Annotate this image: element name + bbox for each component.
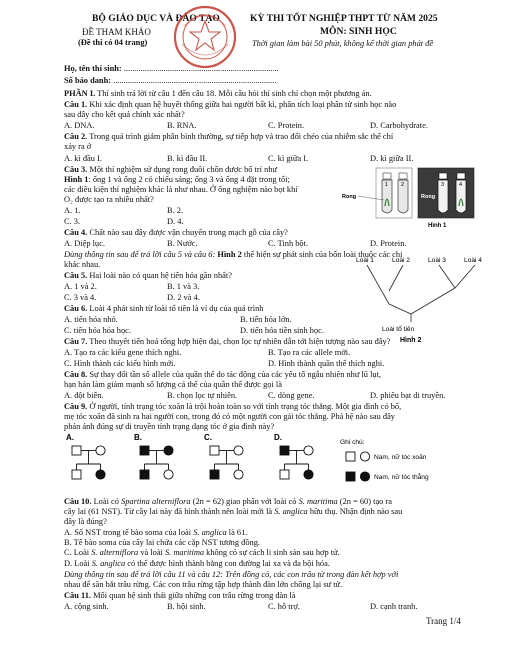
q4-option-c[interactable]: C. Tinh bột.: [268, 239, 309, 248]
q11-num: Câu 11.: [64, 591, 91, 600]
shared-5-6-figref: Hình 2: [217, 250, 242, 259]
q5-option-b[interactable]: B. 1 và 3.: [167, 282, 200, 291]
q6-option-b[interactable]: B. tiến hóa lớn.: [240, 315, 292, 324]
q10-line3: đây là đúng?: [64, 517, 107, 526]
tube-2-label: 2: [401, 182, 405, 188]
official-seal: [172, 4, 238, 70]
name-dots: ..........................................................................: [123, 64, 279, 73]
species-maritima: S. maritima: [298, 497, 338, 506]
q10-c3: và loài: [138, 548, 165, 557]
q6-option-d[interactable]: D. tiến hóa tiền sinh học.: [240, 326, 324, 335]
q8-stem: Sự thay đổi tần số allele của quần thể do tác động của các yếu tố ngẫu nhiên như lũ lụt,: [87, 370, 382, 379]
legend-title: Ghi chú:: [340, 439, 365, 446]
tube-1-label: 1: [385, 182, 389, 188]
q3-num: Câu 3.: [64, 165, 88, 174]
tube-3: [438, 173, 448, 213]
q10-c5: không có sự cách li sinh sản sau hợp tử.: [204, 548, 340, 557]
q10-line2: [64, 507, 402, 517]
q7-option-c[interactable]: C. Hình thành các kiểu hình mới.: [64, 359, 176, 368]
doc-type: ĐỀ THAM KHẢO: [82, 27, 151, 37]
q6-option-c[interactable]: C. tiến hóa hóa học.: [64, 326, 131, 335]
q2-option-a[interactable]: A. kì đầu I.: [64, 154, 102, 163]
pedigree-c[interactable]: [210, 446, 243, 479]
q3-option-b[interactable]: B. 2.: [167, 206, 184, 215]
species-2-label: Loài 2: [392, 257, 410, 264]
q2-stem: Trong quá trình giảm phân bình thường, sự tiếp hợp và trao đổi chéo của nhiễm sắc thể chỉ: [87, 132, 394, 141]
q2-option-c[interactable]: C. kì giữa I.: [268, 154, 309, 163]
q5-num: Câu 5.: [64, 271, 88, 280]
id-dots: ..............................................................................: [113, 76, 277, 85]
q4-num: Câu 4.: [64, 228, 88, 237]
q2-option-b[interactable]: B. kì đầu II.: [167, 154, 208, 163]
q8-option-a[interactable]: A. đột biến.: [64, 391, 104, 400]
figure-2-phylogeny: [354, 254, 504, 344]
q6-text: [64, 304, 263, 314]
q2-text2: xảy ra ở: [64, 142, 92, 151]
pedigree-c-label[interactable]: C.: [204, 433, 212, 442]
legend-row2: Nam, nữ tóc thẳng: [374, 474, 429, 481]
shared-11-12-line1: Dùng thông tin sau để trả lời câu 11 và câu 12: Trên đồng cỏ, các con trâu từ trong đàn kết hợp với: [64, 570, 399, 579]
candidate-name-line: [64, 64, 279, 74]
q10-option-a[interactable]: [64, 528, 247, 538]
phylogeny-branches: [367, 265, 475, 322]
q1-option-b[interactable]: B. RNA.: [167, 121, 197, 130]
pedigree-d-label[interactable]: D.: [274, 433, 282, 442]
part1-instruction: Thí sinh trả lời từ câu 1 đến câu 18. Mỗi câu hỏi thí sinh chỉ chọn một phương án.: [95, 89, 372, 98]
q7-option-d[interactable]: D. Hình thành quần thể thích nghi.: [268, 359, 385, 368]
q8-num: Câu 8.: [64, 370, 88, 379]
q10-a2: S. anglica: [193, 528, 227, 537]
q3-line1: [64, 165, 277, 175]
figure-2-caption: Hình 2: [400, 337, 422, 344]
q7-num: Câu 7.: [64, 337, 88, 346]
figure-1-test-tubes: [340, 166, 490, 228]
tube-4-label: 4: [459, 182, 463, 188]
ancestor-label: Loài tổ tiên: [382, 326, 415, 333]
shared-5-6-line1: [64, 250, 402, 260]
q5-option-d[interactable]: D. 2 và 4.: [167, 293, 200, 302]
q1-option-a[interactable]: A. DNA.: [64, 121, 95, 130]
legend-row1: Nam, nữ tóc xoăn: [374, 454, 427, 461]
species-3-label: Loài 3: [428, 257, 446, 264]
pedigree-a[interactable]: [72, 446, 105, 479]
q9-text2: mẹ tóc xoăn đã sinh ra hai người con, trong đó có một người con gái tóc thẳng. Phả hệ nào sau đây: [64, 412, 395, 421]
q10-l2a: cây lai (61 NST). Từ cây lai này đã hình thành nên loài mới là: [64, 507, 275, 516]
rong-label-right: Rong: [421, 194, 436, 200]
rong-label-left: Rong: [342, 194, 357, 200]
ministry-name: BỘ GIÁO DỤC VÀ ĐÀO TẠO: [92, 13, 220, 24]
q11-stem: Mối quan hệ sinh thái giữa những con trâu rừng trong đàn là: [91, 591, 296, 600]
pages-note: (Đề thi có 04 trang): [78, 38, 148, 47]
q10-option-c[interactable]: [64, 548, 340, 558]
time-note: Thời gian làm bài 50 phút, không kể thời gian phát đề: [252, 39, 434, 48]
species-4-label: Loài 4: [464, 257, 482, 264]
subject: MÔN: SINH HỌC: [320, 26, 397, 37]
q8-option-c[interactable]: C. dòng gene.: [268, 391, 315, 400]
q6-num: Câu 6.: [64, 304, 88, 313]
part1-heading: [64, 89, 372, 99]
q10-t2: (2n = 62) giao phấn với loài cỏ: [190, 497, 299, 506]
q8-option-b[interactable]: B. chọn lọc tự nhiên.: [167, 391, 238, 400]
q3-option-c[interactable]: C. 3.: [64, 217, 81, 226]
q11-option-c[interactable]: C. hỗ trợ.: [268, 602, 300, 611]
species-anglica: S. anglica: [274, 507, 308, 516]
q10-a1: A. Số NST trong tế bào soma của loài: [64, 528, 194, 537]
q11-option-b[interactable]: B. hội sinh.: [167, 602, 206, 611]
exam-title: KỲ THI TỐT NGHIỆP THPT TỪ NĂM 2025: [250, 13, 438, 24]
q11-option-a[interactable]: A. cộng sinh.: [64, 602, 109, 611]
q4-text: [64, 228, 288, 238]
q5-stem: Hai loài nào có quan hệ tiến hóa gần nhất?: [87, 271, 232, 280]
legend-female-curly: [360, 452, 369, 461]
q3-figref: Hình 1: [64, 175, 89, 184]
shared-11-12-line2: nhau để săn bắt trâu rừng. Các con trâu rừng tập hợp thành đàn lớn chống lại sư tử.: [64, 580, 343, 589]
q9-text: [64, 402, 401, 412]
shared-5-6-line2: khác nhau.: [64, 260, 101, 269]
q5-option-c[interactable]: C. 3 và 4.: [64, 293, 97, 302]
q10-c4: S. maritima: [164, 548, 205, 557]
q10-d2: S. anglica: [91, 559, 126, 568]
q10-c1: C. Loài: [64, 548, 92, 557]
pedigree-b-label[interactable]: B.: [134, 433, 142, 442]
name-label: Họ, tên thí sinh:: [64, 64, 124, 73]
q9-num: Câu 9.: [64, 402, 88, 411]
q8-text: [64, 370, 381, 380]
shared-5-6-intro: Dùng thông tin sau để trả lời câu 5 và câu 6:: [64, 250, 218, 259]
pedigree-legend: [338, 436, 478, 496]
tube-1: [382, 173, 392, 213]
q1-num: Câu 1.: [64, 100, 88, 109]
q8-option-d[interactable]: D. phiêu bạt di truyền.: [370, 391, 446, 400]
q2-option-d[interactable]: D. kì giữa II.: [370, 154, 414, 163]
species-1-label: Loài 1: [356, 257, 374, 264]
q10-option-d[interactable]: [64, 559, 330, 569]
q10-c2: S. alterniflora: [91, 548, 139, 557]
q3-line3: các điều kiện thí nghiệm khác là như nhau. Ở ống nghiệm nào bọt khí: [64, 185, 298, 194]
q3-stem2: : ống 1 và ống 2 có chiếu sáng; ống 3 và ống 4 đặt trong tối;: [88, 175, 290, 184]
pedigree-a-label[interactable]: A.: [66, 433, 74, 442]
legend-male-straight: [346, 472, 355, 481]
q8-text2: hạn hán làm giảm mạnh số lượng cá thể của quần thể được gọi là: [64, 380, 282, 389]
q1-text2: sau đây cho kết quả chính xác nhất?: [64, 110, 185, 119]
q6-option-a[interactable]: A. tiến hóa nhỏ.: [64, 315, 118, 324]
page-number: Trang 1/4: [426, 616, 461, 626]
pedigree-b[interactable]: [140, 446, 173, 479]
q1-text: [64, 100, 396, 110]
q6-stem: Loài 4 phát sinh từ loài tổ tiên là ví dụ của quá trình: [87, 304, 264, 313]
q2-num: Câu 2.: [64, 132, 88, 141]
id-label: Số báo danh:: [64, 76, 114, 85]
q10-option-b[interactable]: B. Tế bào soma của cây lai chứa các cặp NST tương đồng.: [64, 538, 260, 547]
q11-text: [64, 591, 296, 601]
q3-stem1: Một thí nghiệm sử dụng rong đuôi chồn được bố trí như: [87, 165, 278, 174]
tube-2: [398, 173, 408, 213]
q3-line4: O₂ được tạo ra nhiều nhất?: [64, 195, 154, 204]
q10-t3: (2n = 60) tạo ra: [337, 497, 392, 506]
part1-title: PHẦN I.: [64, 89, 96, 98]
legend-female-straight: [360, 472, 369, 481]
q7-option-a[interactable]: A. Tạo ra các kiểu gene thích nghi.: [64, 348, 182, 357]
q10-l2c: hữu thụ. Nhận định nào sau: [307, 507, 403, 516]
q5-text: [64, 271, 232, 281]
q1-option-d[interactable]: D. Carbohydrate.: [370, 121, 428, 130]
q1-stem: Khi xác định quan hệ huyết thống giữa hai người bất kì, phân tích loại phân tử sinh học nào: [87, 100, 397, 109]
legend-male-curly: [346, 452, 355, 461]
q9-stem: Ở người, tính trạng tóc xoăn là trội hoàn toàn so với tính trạng tóc thẳng. Một gia đình có bố,: [87, 402, 402, 411]
q7-stem: Theo thuyết tiến hoá tổng hợp hiện đại, chọn lọc tự nhiên dẫn tới hiện tượng nào sau đây?: [87, 337, 391, 346]
candidate-id-line: [64, 76, 276, 86]
q7-text: [64, 337, 390, 347]
q10-num: Câu 10.: [64, 497, 92, 506]
figure-1-caption: Hình 1: [428, 223, 447, 228]
q10-t1: Loài cỏ: [91, 497, 122, 506]
q4-option-a[interactable]: A. Diệp lục.: [64, 239, 105, 248]
q10-d3: có thể được hình thành bằng con đường lai xa và đa bội hóa.: [125, 559, 330, 568]
q3-line2: [64, 175, 290, 185]
tube-3-label: 3: [441, 182, 445, 188]
pedigree-options: [64, 432, 334, 494]
tube-4: [456, 173, 466, 213]
q4-option-d[interactable]: D. Protein.: [370, 239, 407, 248]
species-alterniflora: Spartina alterniflora: [121, 497, 191, 506]
q11-option-d[interactable]: D. cạnh tranh.: [370, 602, 418, 611]
q2-text: [64, 132, 393, 142]
q10-d1: D. Loài: [64, 559, 92, 568]
q5-option-a[interactable]: A. 1 và 2.: [64, 282, 97, 291]
pedigree-d[interactable]: [280, 446, 313, 479]
q4-stem: Chất nào sau đây được vận chuyển trong mạch gỗ của cây?: [87, 228, 288, 237]
q1-option-c[interactable]: C. Protein.: [268, 121, 305, 130]
q10-a3: là 61.: [226, 528, 248, 537]
q3-option-a[interactable]: A. 1.: [64, 206, 81, 215]
shared-5-6-desc: thể hiện sự phát sinh của bốn loài thuộc các chi: [241, 250, 403, 259]
q9-text3: phản ánh đúng sự di truyền tính trạng dạng tóc ở gia đình này?: [64, 422, 275, 431]
q4-option-b[interactable]: B. Nước.: [167, 239, 198, 248]
q7-option-b[interactable]: B. Tạo ra các allele mới.: [268, 348, 351, 357]
q10-line1: [64, 497, 392, 507]
q3-option-d[interactable]: D. 4.: [167, 217, 184, 226]
